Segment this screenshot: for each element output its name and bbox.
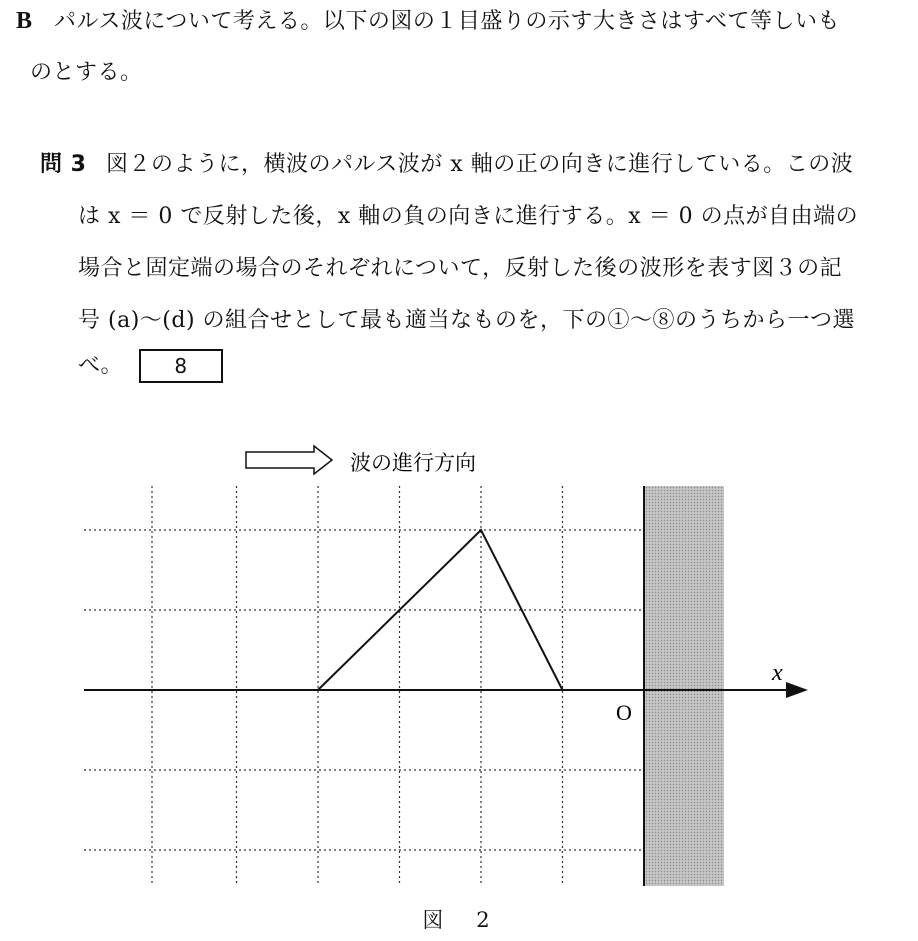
x-axis-label: x bbox=[772, 660, 783, 686]
question-line-1 bbox=[40, 150, 853, 180]
origin-label: O bbox=[616, 700, 632, 725]
wall-shading bbox=[644, 486, 724, 886]
question-line-2: は x ＝ 0 で反射した後，x 軸の負の向きに進行する。x ＝ 0 の点が自由端の bbox=[78, 204, 859, 229]
section-line-1 bbox=[16, 6, 840, 37]
section-text-1: パルス波について考える。以下の図の１目盛りの示す大きさはすべて等しいも bbox=[54, 9, 840, 34]
question-line-4: 号 (a)〜(d) の組合せとして最も適当なものを，下の①〜⑧のうちから一つ選 bbox=[78, 308, 856, 333]
direction-label: 波の進行方向 bbox=[350, 451, 476, 475]
answer-box: 8 bbox=[139, 349, 223, 383]
x-axis-arrowhead bbox=[786, 682, 808, 698]
question-text-1: 図２のように，横波のパルス波が x 軸の正の向きに進行している。この波 bbox=[105, 152, 854, 177]
section-line-2: のとする。 bbox=[30, 60, 143, 85]
direction-arrow-icon bbox=[246, 446, 332, 474]
question-line-3: 場合と固定端の場合のそれぞれについて，反射した後の波形を表す図３の記 bbox=[78, 256, 843, 281]
question-line-5 bbox=[78, 346, 223, 386]
figure-caption: 図 2 bbox=[422, 908, 496, 932]
figure-2 bbox=[0, 430, 918, 900]
section-label: B bbox=[16, 8, 33, 34]
question-text-5: べ。 bbox=[78, 353, 124, 378]
question-label: 問 3 bbox=[40, 152, 87, 177]
